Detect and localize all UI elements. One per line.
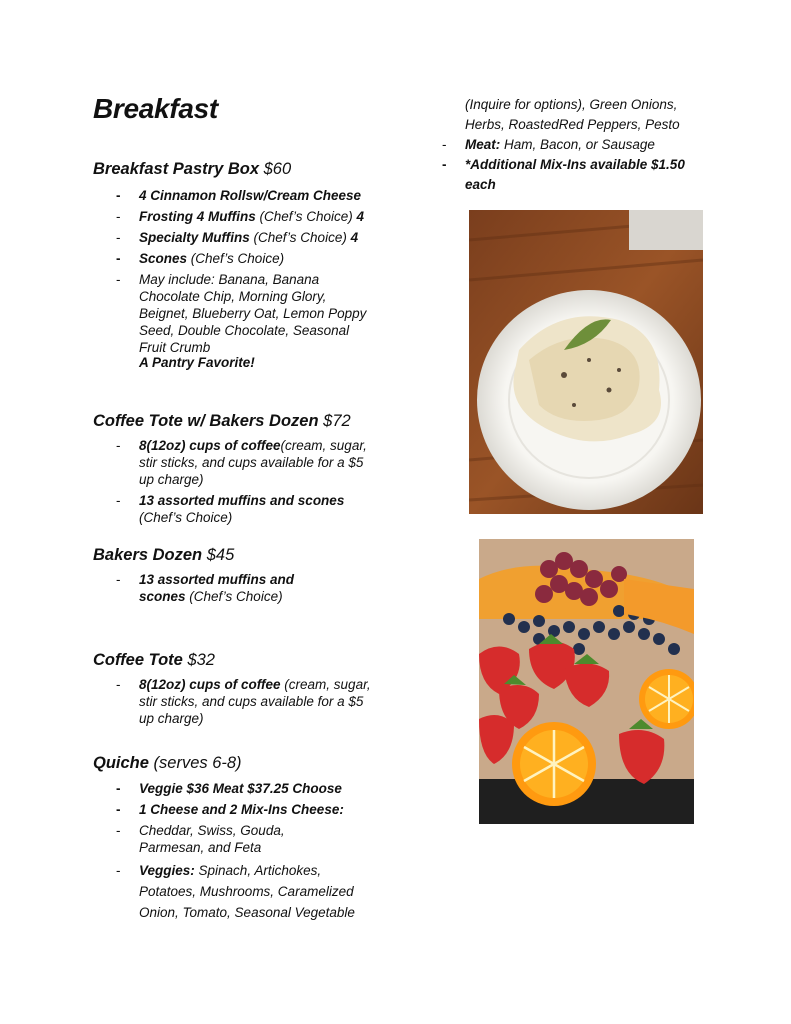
section-price: $72 — [323, 412, 351, 430]
section-price: (serves 6-8) — [153, 754, 242, 772]
coffee-tote-list — [116, 676, 381, 731]
list-item: - Veggie $36 Meat $37.25 Choose — [116, 781, 342, 796]
quiche-continued-list — [442, 135, 712, 199]
list-item: - Veggies: Spinach, Artichokes, Potatoes, Mushrooms, Caramelized Onion, Tomato, Seasonal Vegetable — [116, 863, 355, 920]
fruit-platter-photo — [479, 539, 694, 824]
coffee-tote-heading — [93, 651, 215, 670]
list-item: - Frosting 4 Muffins (Chef’s Choice) 4 — [116, 209, 365, 224]
list-item: - 8(12oz) cups of coffee (cream, sugar, stir sticks, and cups available for a $5 up charge) — [116, 677, 371, 726]
section-name: Coffee Tote — [93, 651, 183, 669]
section-name: Coffee Tote w/ Bakers Dozen — [93, 412, 319, 430]
list-item: - Cheddar, Swiss, Gouda, Parmesan, and Feta — [116, 823, 285, 855]
list-item: - 4 Cinnamon Rollsw/Cream Cheese — [116, 188, 362, 203]
list-item: - 13 assorted muffins and scones (Chef’s Choice) — [116, 493, 345, 525]
section-name: Bakers Dozen — [93, 546, 203, 564]
pantry-favorite-note: A Pantry Favorite! — [139, 355, 255, 370]
coffee-tote-dozen-heading — [93, 412, 351, 431]
list-item: - Meat: Ham, Bacon, or Sausage — [442, 137, 655, 152]
list-item: - Scones (Chef’s Choice) — [116, 251, 285, 266]
list-item: - 8(12oz) cups of coffee(cream, sugar, stir sticks, and cups available for a $5 up charge) — [116, 438, 367, 487]
section-price: $60 — [263, 160, 292, 178]
bakers-dozen-list — [116, 571, 326, 609]
section-price: $32 — [187, 651, 215, 669]
page-title: Breakfast — [93, 93, 218, 124]
list-item: - Specialty Muffins (Chef’s Choice) 4 — [116, 230, 359, 245]
section-name: Breakfast Pastry Box — [93, 160, 259, 178]
section-price: $45 — [206, 546, 235, 564]
pastry-box-heading — [93, 160, 291, 179]
list-item: - May include: Banana, Banana Chocolate Chip, Morning Glory, Beignet, Blueberry Oat, Lemon Poppy Seed, Double Chocolate, Seasonal Fruit Crumb — [116, 272, 367, 355]
coffee-tote-dozen-list — [116, 437, 381, 530]
quiche-heading — [93, 754, 242, 773]
section-name: Quiche — [93, 754, 149, 772]
quiche-continued-text: (Inquire for options), Green Onions, Herbs, RoastedRed Peppers, Pesto — [465, 97, 680, 132]
pastry-box-list — [116, 187, 376, 360]
biscuits-and-gravy-photo — [469, 210, 703, 514]
quiche-list — [116, 780, 381, 927]
list-item: - *Additional Mix-Ins available $1.50 each — [442, 157, 685, 192]
bakers-dozen-heading — [93, 546, 234, 565]
list-item: - 13 assorted muffins and scones (Chef’s Choice) — [116, 572, 295, 604]
list-item: - 1 Cheese and 2 Mix-Ins Cheese: — [116, 802, 344, 817]
